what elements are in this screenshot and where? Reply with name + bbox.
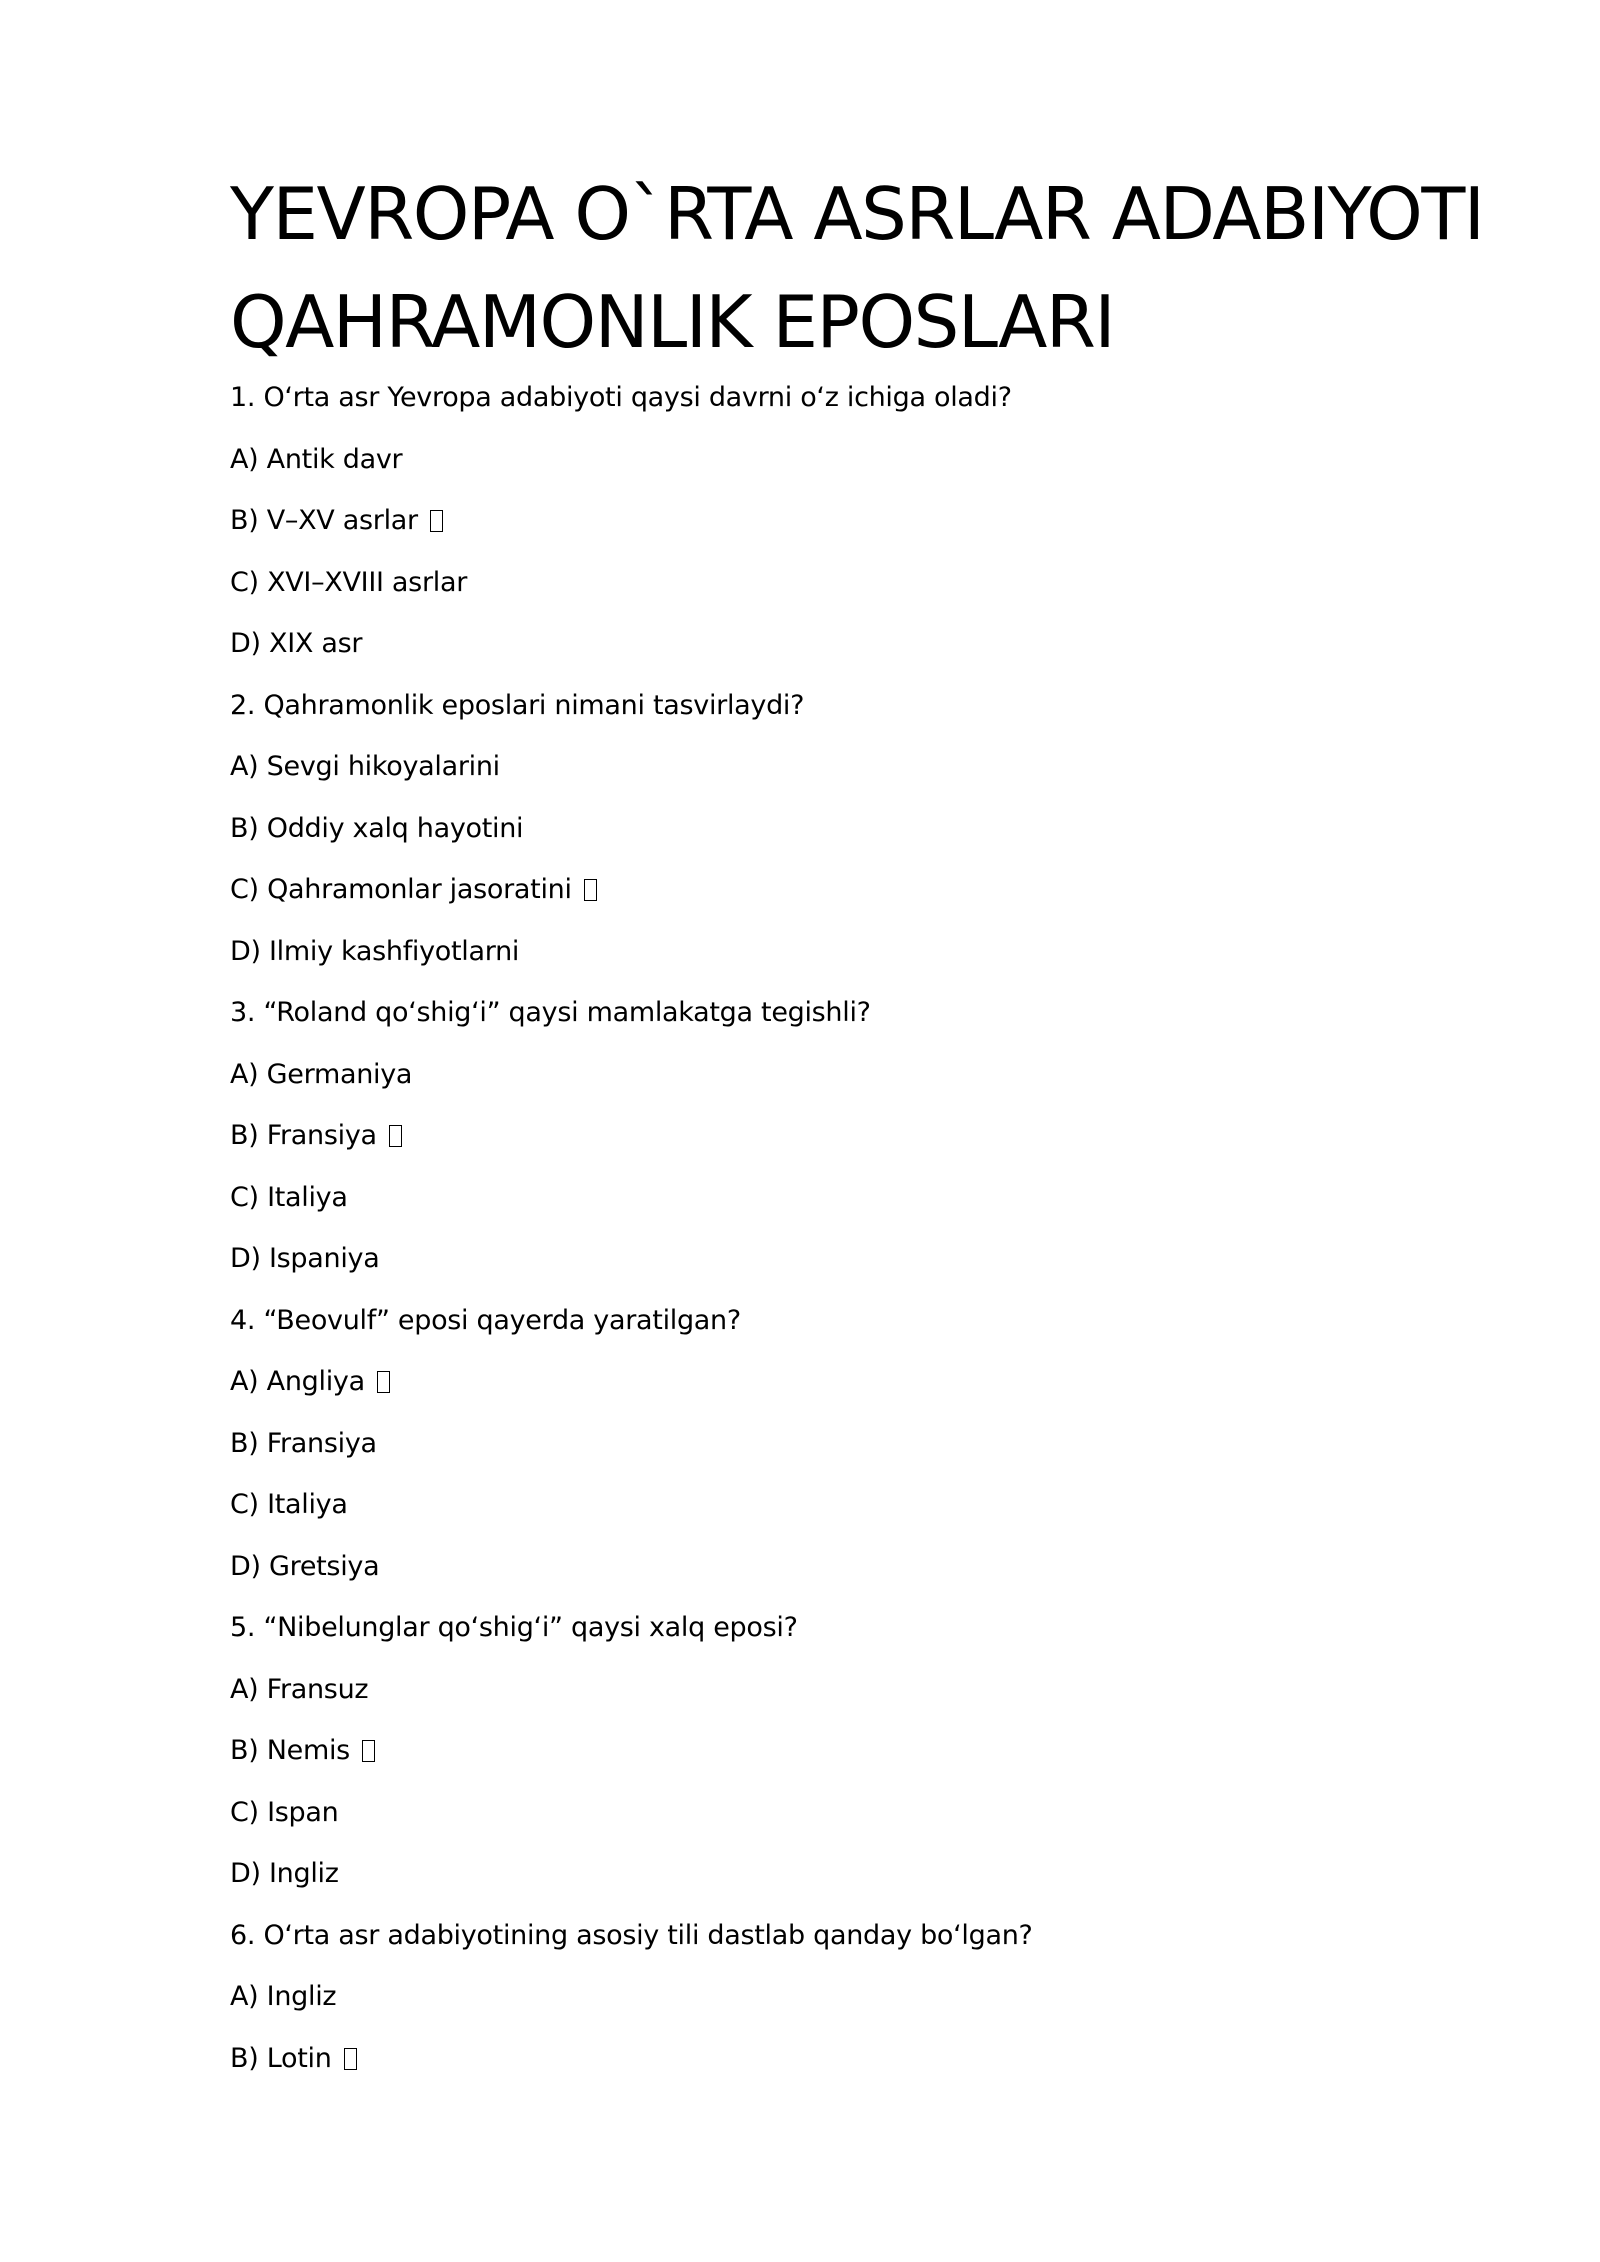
answer-option [230, 503, 1530, 565]
answer-option [230, 1733, 1530, 1795]
answer-option-text: A) Sevgi hikoyalarini [230, 751, 500, 782]
answer-option-text: C) Italiya [230, 1489, 348, 1520]
answer-option [230, 1118, 1530, 1180]
question-text: 4. “Beovulf” eposi qayerda yaratilgan? [230, 1304, 741, 1336]
title-line-2: QAHRAMONLIK EPOSLARI [230, 280, 1115, 364]
answer-option [230, 626, 1530, 688]
answer-option-text: D) XIX asr [230, 628, 363, 659]
correct-answer-mark-icon [362, 1740, 375, 1762]
question-text: 3. “Roland qo‘shig‘i” qaysi mamlakatga tegishli? [230, 997, 871, 1028]
answer-option [230, 749, 1530, 811]
correct-answer-mark-icon [584, 879, 597, 901]
answer-option [230, 442, 1530, 504]
document-title [230, 160, 1530, 376]
answer-option-text: A) Antik davr [230, 443, 403, 475]
answer-option [230, 934, 1530, 996]
answer-option [230, 1426, 1530, 1488]
answer-option-text: B) V–XV asrlar [230, 505, 418, 536]
question-text: 1. O‘rta asr Yevropa adabiyoti qaysi davrni o‘z ichiga oladi? [230, 382, 1012, 413]
answer-option [230, 811, 1530, 873]
question-text: 6. O‘rta asr adabiyotining asosiy tili dastlab qanday bo‘lgan? [230, 1919, 1033, 1951]
answer-option [230, 565, 1530, 627]
answer-option [230, 1795, 1530, 1857]
answer-option [230, 1856, 1530, 1918]
answer-option-text: D) Gretsiya [230, 1550, 380, 1582]
answer-option-text: C) XVI–XVIII asrlar [230, 566, 467, 598]
answer-option-text: B) Fransiya [230, 1120, 377, 1151]
answer-option [230, 872, 1530, 934]
answer-option-text: D) Ispaniya [230, 1243, 380, 1274]
answer-option-text: B) Oddiy xalq hayotini [230, 812, 524, 844]
question-text: 2. Qahramonlik eposlari nimani tasvirlaydi? [230, 689, 805, 721]
question-text: 5. “Nibelunglar qo‘shig‘i” qaysi xalq eposi? [230, 1612, 798, 1643]
answer-option-text: A) Angliya [230, 1366, 365, 1397]
answer-option [230, 1549, 1530, 1611]
correct-answer-mark-icon [344, 2048, 357, 2070]
answer-option [230, 1487, 1530, 1549]
answer-option-text: D) Ilmiy kashfiyotlarni [230, 935, 520, 967]
correct-answer-mark-icon [377, 1371, 390, 1393]
answer-option-text: A) Germaniya [230, 1058, 413, 1090]
quiz-list [230, 380, 1530, 2102]
answer-option-text: C) Italiya [230, 1181, 348, 1213]
answer-option-text: C) Qahramonlar jasoratini [230, 874, 572, 905]
answer-option-text: A) Ingliz [230, 1981, 337, 2012]
title-line-1: YEVROPA O`RTA ASRLAR ADABIYOTI [230, 172, 1484, 256]
answer-option-text: A) Fransuz [230, 1673, 369, 1705]
document-page [230, 160, 1530, 2102]
correct-answer-mark-icon [389, 1125, 402, 1147]
answer-option [230, 1180, 1530, 1242]
answer-option-text: B) Nemis [230, 1735, 350, 1766]
answer-option-text: D) Ingliz [230, 1858, 339, 1889]
answer-option [230, 2041, 1530, 2103]
answer-option-text: B) Lotin [230, 2042, 332, 2074]
answer-option-text: C) Ispan [230, 1796, 339, 1828]
answer-option [230, 1672, 1530, 1734]
answer-option [230, 1241, 1530, 1303]
answer-option [230, 1979, 1530, 2041]
answer-option-text: B) Fransiya [230, 1427, 377, 1459]
answer-option [230, 1364, 1530, 1426]
answer-option [230, 1057, 1530, 1119]
correct-answer-mark-icon [430, 510, 443, 532]
